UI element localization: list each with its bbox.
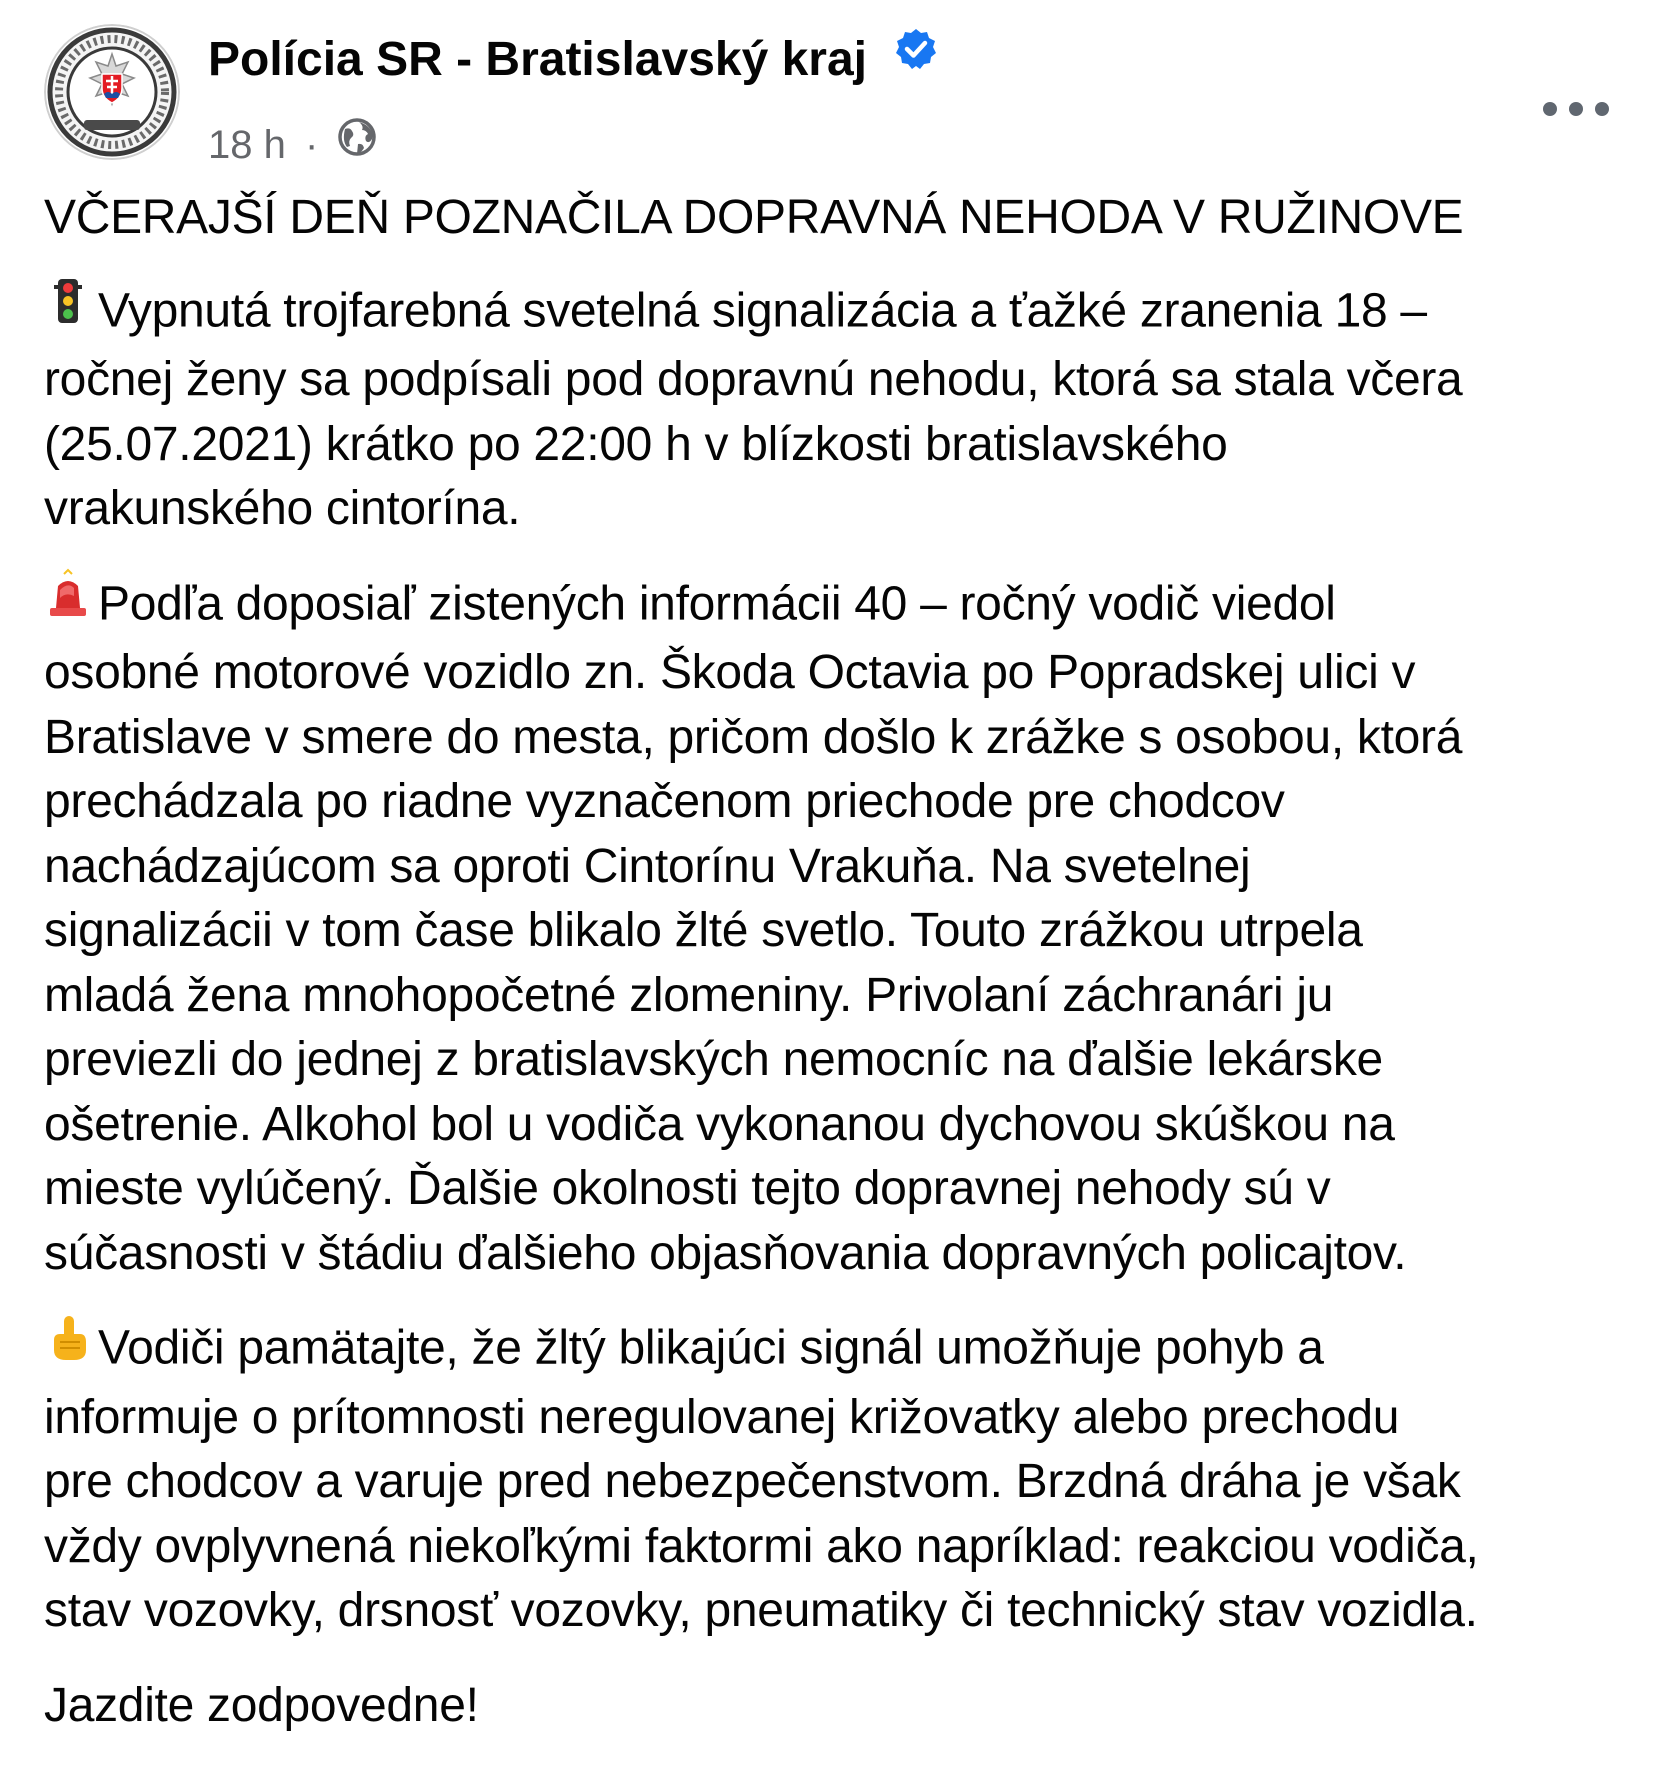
paragraph-2-line: osobné motorové vozidlo zn. Škoda Octavia po Popradskej ulici v [44, 646, 1416, 699]
police-crest-logo [44, 24, 180, 160]
paragraph-2-line: previezli do jednej z bratislavských nemocníc na ďalšie lekárske [44, 1033, 1383, 1086]
paragraph-3-line: stav vozovky, drsnosť vozovky, pneumatiky či technický stav vozidla. [44, 1584, 1478, 1637]
more-dot [1543, 102, 1557, 116]
traffic-light-emoji [44, 275, 92, 345]
paragraph-3-line: pre chodcov a varuje pred nebezpečenstvom. Brzdná dráha je však [44, 1455, 1461, 1508]
post-closing: Jazdite zodpovedne! [44, 1678, 479, 1732]
verified-badge-icon [894, 24, 938, 88]
paragraph-2-line: signalizácii v tom čase blikalo žlté svetlo. Touto zrážkou utrpela [44, 904, 1363, 957]
author-name[interactable] [208, 28, 938, 94]
post-headline: VČERAJŠÍ DEŇ POZNAČILA DOPRAVNÁ NEHODA V RUŽINOVE [44, 191, 1464, 244]
post-paragraph-1 [44, 279, 1644, 542]
index-pointing-up-emoji [44, 1312, 92, 1382]
paragraph-3-line: vždy ovplyvnená niekoľkými faktormi ako napríklad: reakciou vodiča, [44, 1519, 1479, 1573]
post-paragraph-2 [44, 572, 1644, 1287]
more-dot [1569, 102, 1583, 116]
paragraph-2-line: mieste vylúčený. Ďalšie okolnosti tejto dopravnej nehody sú v [44, 1162, 1331, 1215]
paragraph-2-line: Podľa doposiaľ zistených informácii 40 – ročný vodič viedol [98, 576, 1336, 630]
paragraph-1-line: ročnej ženy sa podpísali pod dopravnú nehodu, ktorá sa stala včera [44, 353, 1463, 406]
post-body [44, 186, 1644, 1768]
paragraph-2-line: nachádzajúcom sa oproti Cintorínu Vrakuňa. Na svetelnej [44, 839, 1251, 893]
author-name-text: Polícia SR - Bratislavský kraj [208, 33, 868, 86]
post-meta [208, 118, 377, 174]
post-header [44, 24, 1634, 167]
police-siren-emoji [44, 568, 92, 638]
paragraph-2-line: ošetrenie. Alkohol bol u vodiča vykonanou dychovou skúškou na [44, 1097, 1395, 1151]
post-time[interactable]: 18 h [208, 123, 286, 167]
paragraph-2-line: prechádzala po riadne vyznačenom priechode pre chodcov [44, 775, 1285, 828]
meta-separator: · [304, 123, 319, 167]
more-dot [1595, 102, 1609, 116]
more-options-button[interactable] [1526, 84, 1626, 134]
paragraph-2-line: súčasnosti v štádiu ďalšieho objasňovania dopravných policajtov. [44, 1226, 1407, 1280]
paragraph-1-line: Vypnutá trojfarebná svetelná signalizácia a ťažké zranenia 18 – [98, 283, 1427, 337]
paragraph-3-line: Vodiči pamätajte, že žltý blikajúci signál umožňuje pohyb a [98, 1321, 1324, 1375]
paragraph-2-line: Bratislave v smere do mesta, pričom došlo k zrážke s osobou, ktorá [44, 710, 1463, 764]
author-avatar[interactable] [44, 24, 180, 160]
paragraph-1-line: (25.07.2021) krátko po 22:00 h v blízkosti bratislavského [44, 417, 1228, 471]
globe-icon[interactable] [337, 117, 377, 171]
paragraph-3-line: informuje o prítomnosti neregulovanej križovatky alebo prechodu [44, 1390, 1400, 1444]
paragraph-2-line: mladá žena mnohopočetné zlomeniny. Privolaní záchranári ju [44, 968, 1334, 1022]
paragraph-1-line: vrakunského cintorína. [44, 482, 521, 535]
post-paragraph-3 [44, 1316, 1644, 1644]
